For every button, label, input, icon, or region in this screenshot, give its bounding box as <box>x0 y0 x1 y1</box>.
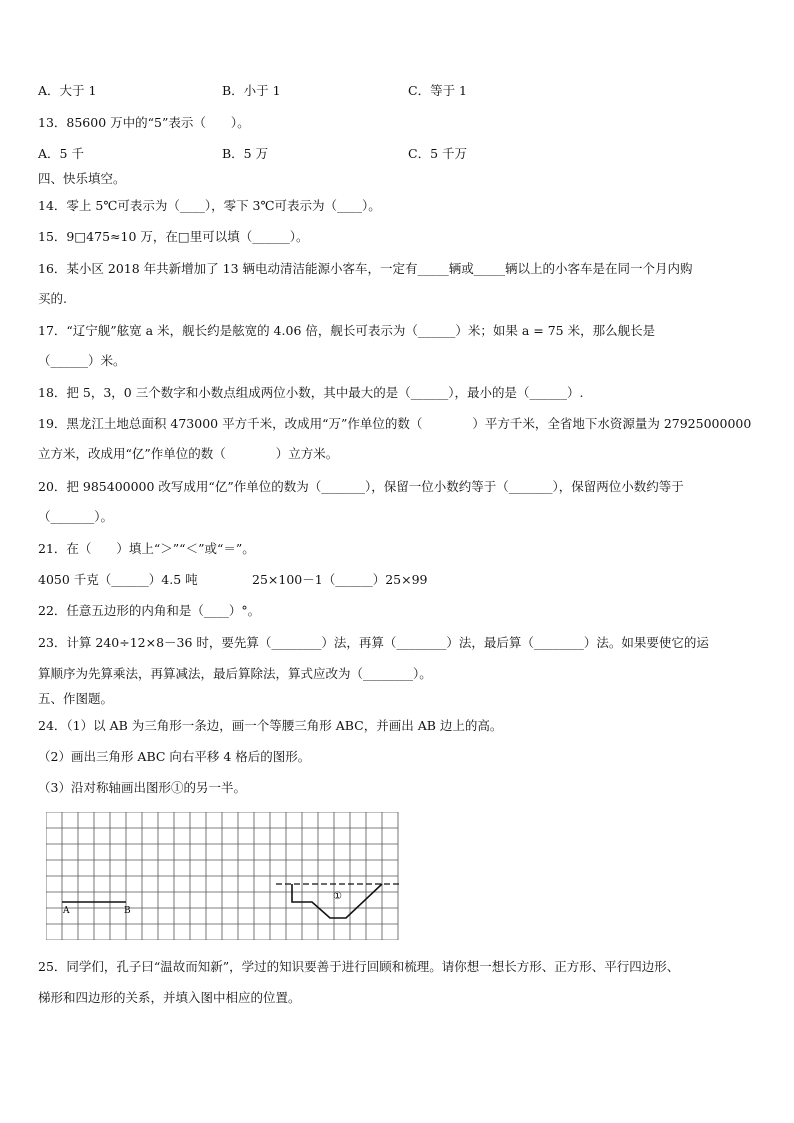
question-24-part2: （2）画出三角形 ABC 向右平移 4 格后的图形。 <box>38 749 311 764</box>
question-24-part1: 24．（1）以 AB 为三角形一条边，画一个等腰三角形 ABC，并画出 AB 边上的高。 <box>38 718 503 733</box>
question-21-item-1: 4050 千克（______）4.5 吨 <box>38 572 198 587</box>
drawing-grid <box>46 812 402 943</box>
question-18: 18．把 5，3，0 三个数字和小数点组成两位小数，其中最大的是（______），最小的是（______）. <box>38 385 584 400</box>
question-17-line1: 17．“辽宁舰”舷宽 a 米，舰长约是舷宽的 4.06 倍，舰长可表示为（______）米；如果 a = 75 米，那么舰长是 <box>38 323 656 338</box>
figure-1-label: ① <box>333 891 342 902</box>
question-25-line1: 25．同学们，孔子曰“温故而知新”，学过的知识要善于进行回顾和梳理。请你想一想长方形、正方形、平行四边形、 <box>38 959 680 974</box>
option-c: C．等于 1 <box>408 83 467 98</box>
point-b-label: B <box>124 906 131 916</box>
question-23-line1: 23．计算 240÷12×8－36 时，要先算（________）法，再算（________）法，最后算（________）法。如果要使它的运 <box>38 635 709 650</box>
question-14: 14．零上 5℃可表示为（____），零下 3℃可表示为（____）。 <box>38 198 381 213</box>
question-23-line2: 算顺序为先算乘法，再算减法，最后算除法，算式应改为（________）。 <box>38 666 432 681</box>
question-13: 13．85600 万中的“5”表示（ ）。 <box>38 115 250 130</box>
question-25-line2: 梯形和四边形的关系，并填入图中相应的位置。 <box>38 990 301 1005</box>
question-19-line1: 19．黑龙江土地总面积 473000 平方千米，改成用“万”作单位的数（ ）平方千米，全省地下水资源量为 27925000000 <box>38 416 752 431</box>
question-22: 22．任意五边形的内角和是（____）°。 <box>38 603 261 618</box>
point-a-label: A <box>63 906 70 916</box>
option-a: A．大于 1 <box>38 83 97 98</box>
option-b: B．小于 1 <box>222 83 281 98</box>
section-heading: 五、作图题。 <box>38 691 114 706</box>
question-15: 15．9□475≈10 万，在□里可以填（______）。 <box>38 229 309 244</box>
grid-svg <box>46 812 402 940</box>
question-20-line1: 20．把 985400000 改写成用“亿”作单位的数为（_______），保留一位小数约等于（_______），保留两位小数约等于 <box>38 479 684 494</box>
section-heading: 四、快乐填空。 <box>38 171 126 186</box>
question-17-line2: （______）米。 <box>38 353 126 368</box>
question-16-line2: 买的. <box>38 291 67 306</box>
option-a: A．5 千 <box>38 146 84 161</box>
question-19-line2: 立方米，改成用“亿”作单位的数（ ）立方米。 <box>38 446 339 461</box>
option-c: C．5 千万 <box>408 146 467 161</box>
question-21-item-2: 25×100－1（______）25×99 <box>252 572 428 587</box>
option-b: B．5 万 <box>222 146 269 161</box>
question-16-line1: 16．某小区 2018 年共新增加了 13 辆电动清洁能源小客车，一定有_____辆或_____辆以上的小客车是在同一个月内购 <box>38 261 693 276</box>
question-24-part3: （3）沿对称轴画出图形①的另一半。 <box>38 780 246 795</box>
question-21: 21．在（ ）填上“＞”“＜”或“＝”。 <box>38 541 255 556</box>
question-20-line2: （_______）。 <box>38 509 114 524</box>
